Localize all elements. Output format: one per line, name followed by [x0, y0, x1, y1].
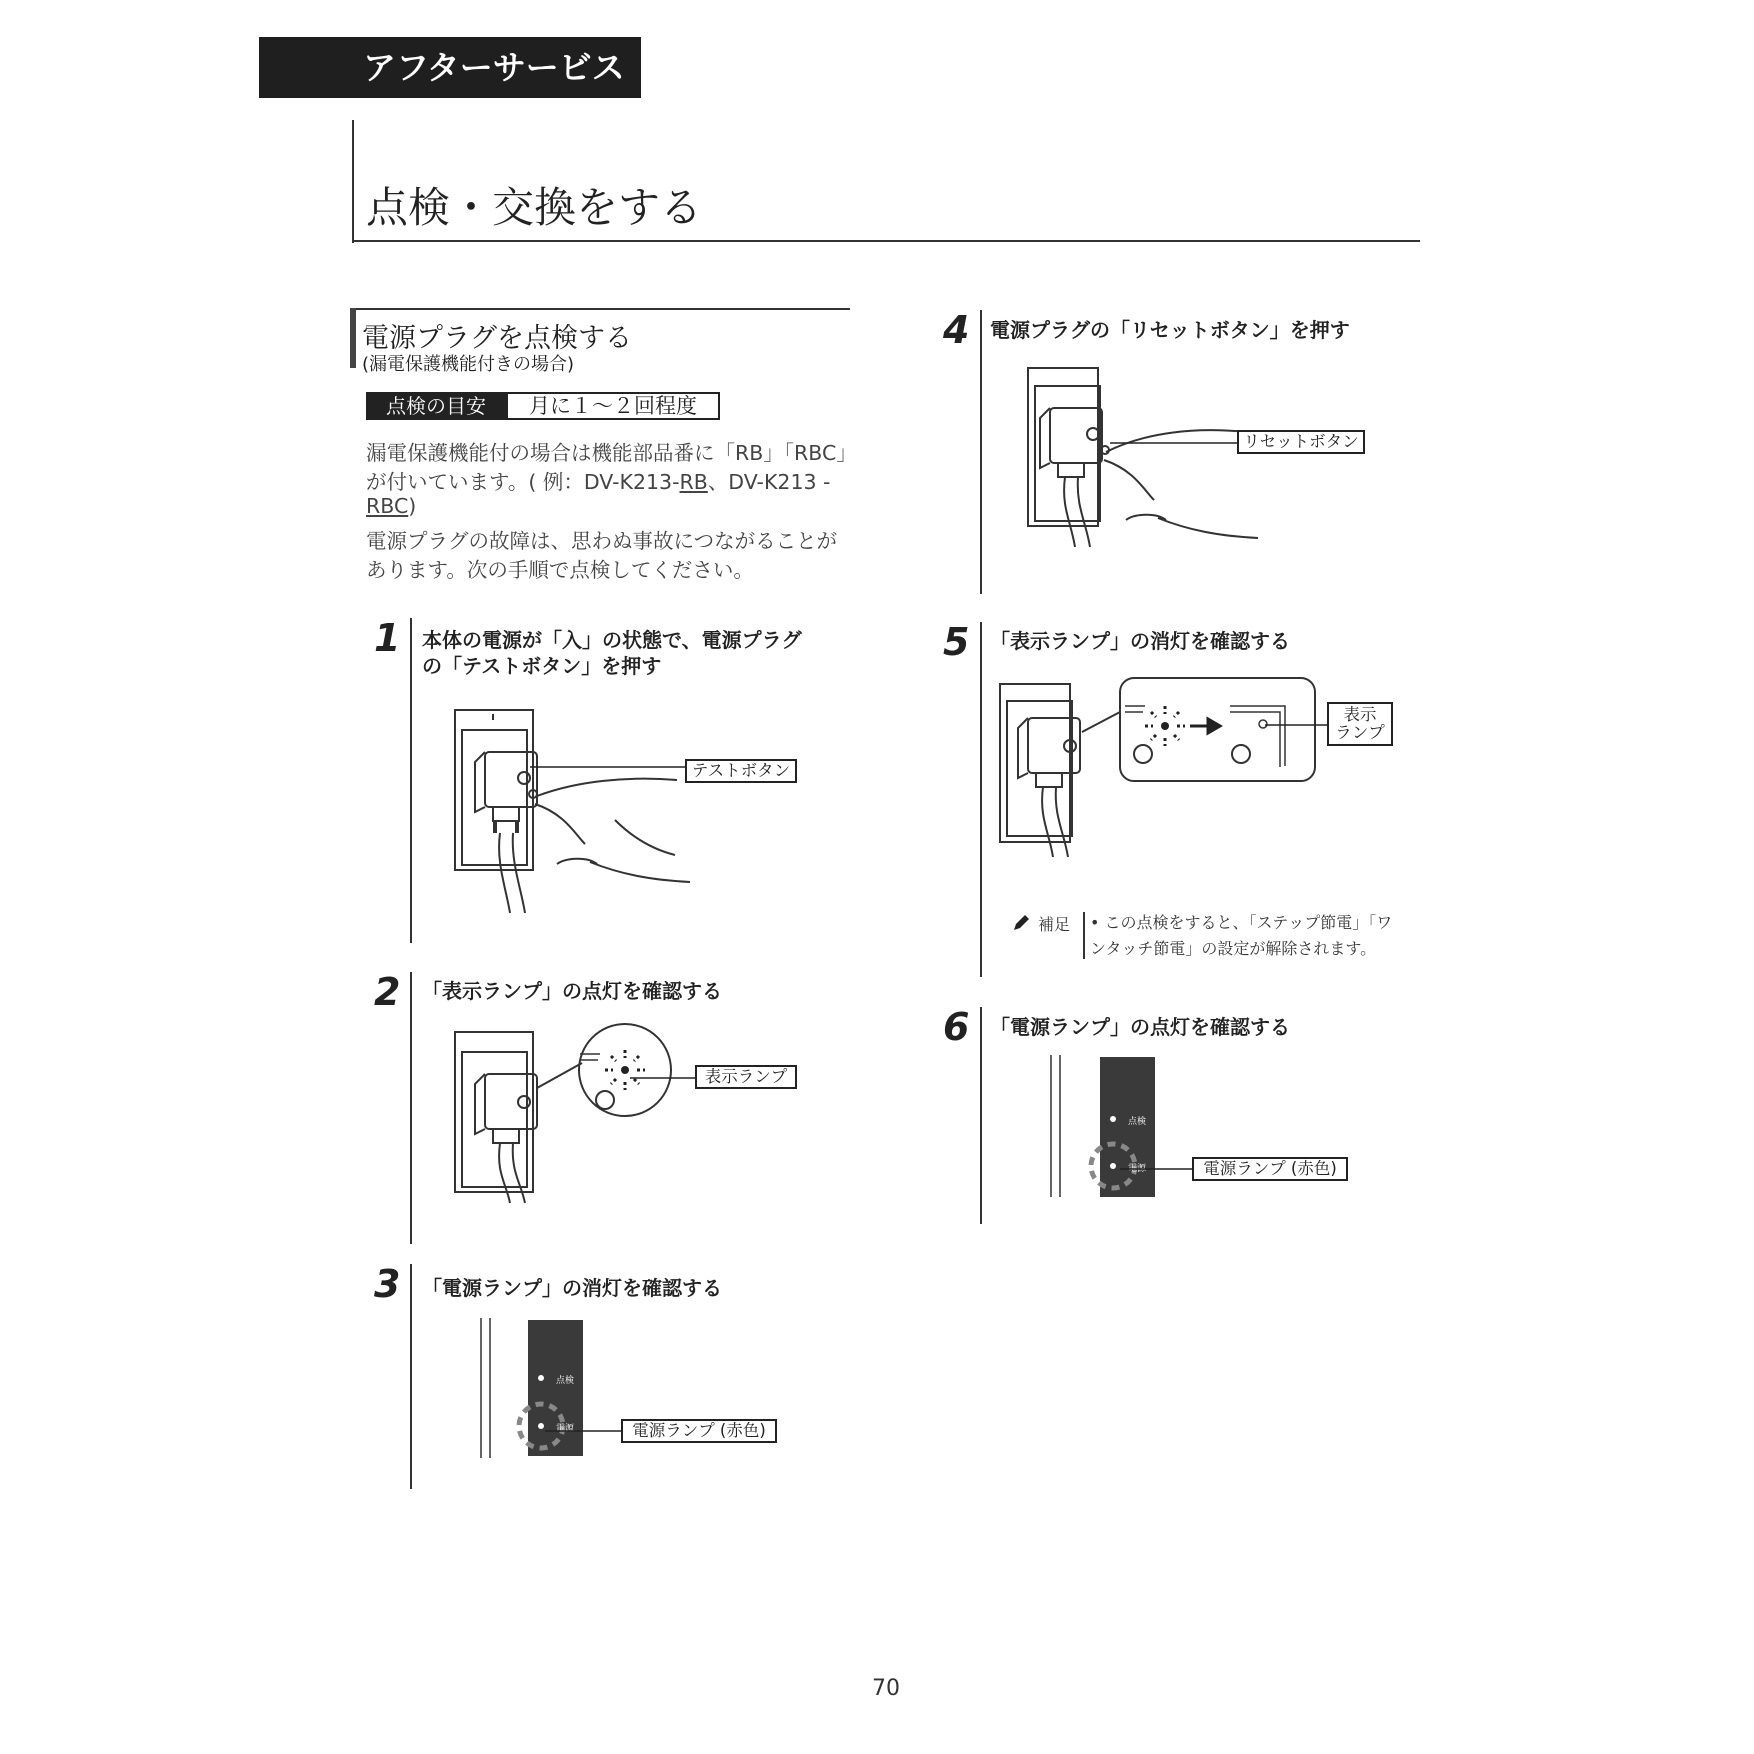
- step-1-plug-illustration: [455, 700, 715, 920]
- step-1-title-line-1: 本体の電源が「入」の状態で、電源プラグ: [422, 628, 802, 652]
- intro-line-3: RBC): [366, 494, 417, 518]
- inspection-frequency-value: 月に１～２回程度: [506, 392, 720, 420]
- intro-line-1: 漏電保護機能付の場合は機能部品番に「RB」「RBC」: [366, 441, 857, 465]
- step-4-leader-line: [1110, 438, 1240, 448]
- step-5-number: 5: [943, 620, 970, 664]
- step-4-rule: [980, 310, 982, 594]
- step-1-title-line-2: の「テストボタン」を押す: [422, 654, 662, 678]
- panel-label-power-step6: 電源: [1128, 1164, 1147, 1174]
- note-line-1: • この点検をすると、「ステップ節電」「ワ: [1090, 913, 1393, 932]
- step-1-leader-line: [530, 762, 690, 772]
- section-subtitle: (漏電保護機能付きの場合): [362, 354, 575, 375]
- panel-label-inspect-step6: 点検: [1128, 1117, 1147, 1127]
- model-suffix-rb: RB: [679, 470, 708, 494]
- power-lamp-callout-step3: 電源ランプ (赤色): [621, 1419, 777, 1443]
- intro-line-5: あります。次の手順で点検してください。: [366, 558, 754, 582]
- title-vertical-rule: [352, 120, 354, 243]
- inspection-frequency-label: 点検の目安: [366, 392, 506, 420]
- step-3-title: 「電源ランプ」の消灯を確認する: [422, 1276, 722, 1300]
- section-title-rule: [356, 308, 850, 310]
- reset-button-callout: リセットボタン: [1237, 430, 1365, 454]
- step-4-title: 電源プラグの「リセットボタン」を押す: [990, 318, 1350, 342]
- step-3-panel-illustration: [478, 1318, 588, 1458]
- note-line-2: ンタッチ節電」の設定が解除されます。: [1090, 939, 1377, 958]
- note-label: 補足: [1038, 915, 1071, 934]
- step-2-title: 「表示ランプ」の点灯を確認する: [422, 979, 722, 1003]
- step-2-plug-illustration: [455, 1022, 715, 1222]
- page-title: 点検・交換をする: [366, 183, 703, 232]
- section-header-bar: アフターサービス: [259, 37, 641, 98]
- step-5-rule: [980, 622, 982, 977]
- step-4-plug-illustration: [1028, 366, 1278, 576]
- step-6-leader-line: [1120, 1164, 1195, 1174]
- step-3-leader-line: [545, 1426, 625, 1436]
- step-5-plug-illustration: [1000, 676, 1320, 866]
- panel-label-power: 電源: [556, 1424, 575, 1434]
- step-5-title: 「表示ランプ」の消灯を確認する: [990, 629, 1290, 653]
- test-button-callout: テストボタン: [685, 759, 797, 783]
- step-4-number: 4: [943, 308, 970, 352]
- note-rule: [1083, 912, 1085, 959]
- step-1-number: 1: [374, 616, 401, 660]
- step-6-rule: [980, 1007, 982, 1224]
- step-6-title: 「電源ランプ」の点灯を確認する: [990, 1015, 1290, 1039]
- section-title-bar: [350, 308, 356, 368]
- title-horizontal-rule: [352, 240, 1420, 242]
- step-3-rule: [410, 1264, 412, 1489]
- power-lamp-callout-step6: 電源ランプ (赤色): [1192, 1157, 1348, 1181]
- intro-line-4: 電源プラグの故障は、思わぬ事故につながることが: [366, 529, 838, 553]
- model-suffix-rbc: RBC: [366, 494, 409, 518]
- indicator-lamp-callout: 表示ランプ: [695, 1065, 797, 1089]
- step-5-leader-line: [1265, 720, 1335, 730]
- step-3-number: 3: [374, 1262, 401, 1306]
- section-title: 電源プラグを点検する: [362, 323, 632, 354]
- step-2-rule: [410, 972, 412, 1244]
- step-6-number: 6: [943, 1005, 970, 1049]
- page-number: 70: [872, 1676, 900, 1701]
- step-2-number: 2: [374, 970, 401, 1014]
- indicator-lamp-callout-step5: 表示 ランプ: [1327, 702, 1393, 746]
- panel-label-inspect: 点検: [556, 1376, 575, 1386]
- intro-line-2: が付いています。( 例：DV-K213-RB、DV-K213 -: [366, 470, 831, 494]
- pencil-icon: [1012, 914, 1032, 934]
- step-1-rule: [410, 618, 412, 943]
